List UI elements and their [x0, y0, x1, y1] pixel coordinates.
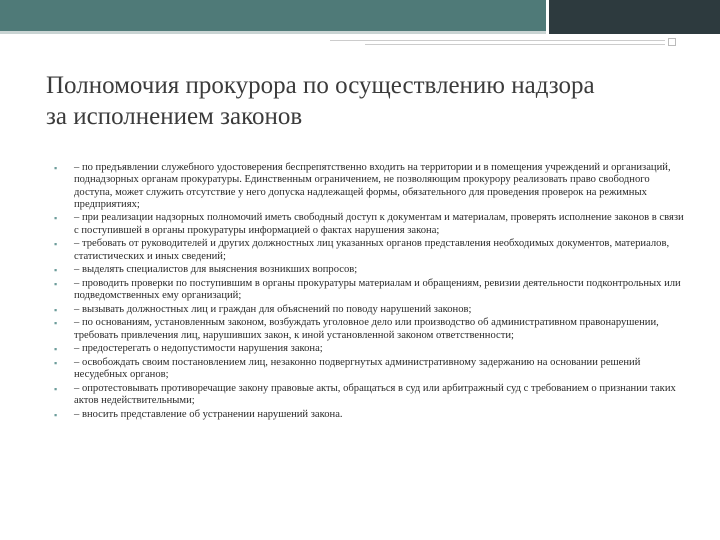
list-item-text: – по предъявлении служебного удостоверения беспрепятственно входить на территории и в помещения учреждений и организаций, поднадзорных органам прокуратуры. Единственным ограничением, не позволяющим прокурору реализовать право свободного доступа, может служить отсутствие у него допуска надлежащей формы, обязательного для проведения проверок на режимных предприятиях; — [74, 162, 671, 210]
bullet-icon: ▪ — [54, 163, 58, 173]
top-banner-dark — [546, 0, 720, 34]
list-item-text: – вносить представление об устранении нарушений закона. — [74, 408, 343, 420]
decorative-square — [668, 38, 676, 46]
decorative-line — [330, 40, 665, 41]
decorative-line — [365, 44, 665, 45]
list-item — [54, 317, 684, 342]
list-item — [54, 238, 684, 263]
list-item — [54, 162, 684, 211]
powers-list — [54, 162, 684, 422]
bullet-icon: ▪ — [54, 344, 58, 355]
list-item — [54, 409, 684, 421]
list-item-text: – вызывать должностных лиц и граждан для объяснений по поводу нарушений законов; — [74, 303, 472, 315]
bullet-icon: ▪ — [54, 318, 58, 329]
bullet-icon: ▪ — [54, 213, 58, 224]
bullet-icon: ▪ — [54, 357, 58, 368]
bullet-icon: ▪ — [54, 409, 58, 420]
list-item-text: – по основаниям, установленным законом, возбуждать уголовное дело или производство об административном правонарушении, требовать привлечения лиц, нарушивших закон, к иной установленной законом ответственности; — [74, 317, 659, 341]
list-item — [54, 343, 684, 355]
list-item-text: – освобождать своим постановлением лиц, незаконно подвергнутых административному задержанию на основании решений несудебных органов; — [74, 356, 641, 381]
bullet-icon: ▪ — [54, 383, 58, 394]
list-item — [54, 212, 684, 237]
list-item — [54, 264, 684, 276]
list-item-text: – проводить проверки по поступившим в органы прокуратуры материалам и обращениям, ревизии деятельности подконтрольных или подведомственных ему организаций; — [74, 277, 681, 302]
list-item — [54, 278, 684, 303]
list-item-text: – опротестовывать противоречащие закону правовые акты, обращаться в суд или арбитражный суд с требованием о признании таких актов недействительными; — [74, 382, 676, 407]
slide-title-line1: Полномочия прокурора по осуществлению надзора — [46, 72, 595, 99]
list-item-text: – требовать от руководителей и других должностных лиц указанных органов представления необходимых документов, материалов, статистических и иных сведений; — [74, 238, 670, 262]
list-item — [54, 383, 684, 408]
list-item-text: – предостерегать о недопустимости нарушения закона; — [74, 343, 323, 355]
decorative-lines — [330, 40, 665, 52]
bullet-icon: ▪ — [54, 278, 58, 289]
list-item — [54, 304, 684, 316]
list-item-text: – при реализации надзорных полномочий иметь свободный доступ к документам и материалам, проверять исполнение законов в связи с поступившей в органы прокуратуры информацией о фактах нарушения закона; — [74, 212, 684, 236]
list-item — [54, 357, 684, 382]
slide-title — [46, 70, 686, 132]
bullet-icon: ▪ — [54, 304, 58, 315]
top-banner-teal — [0, 0, 546, 34]
bullet-icon: ▪ — [54, 265, 58, 276]
slide-title-line2: за исполнением законов — [46, 103, 303, 130]
bullet-icon: ▪ — [54, 239, 58, 250]
top-banner — [0, 0, 720, 34]
list-item-text: – выделять специалистов для выяснения возникших вопросов; — [74, 264, 358, 276]
